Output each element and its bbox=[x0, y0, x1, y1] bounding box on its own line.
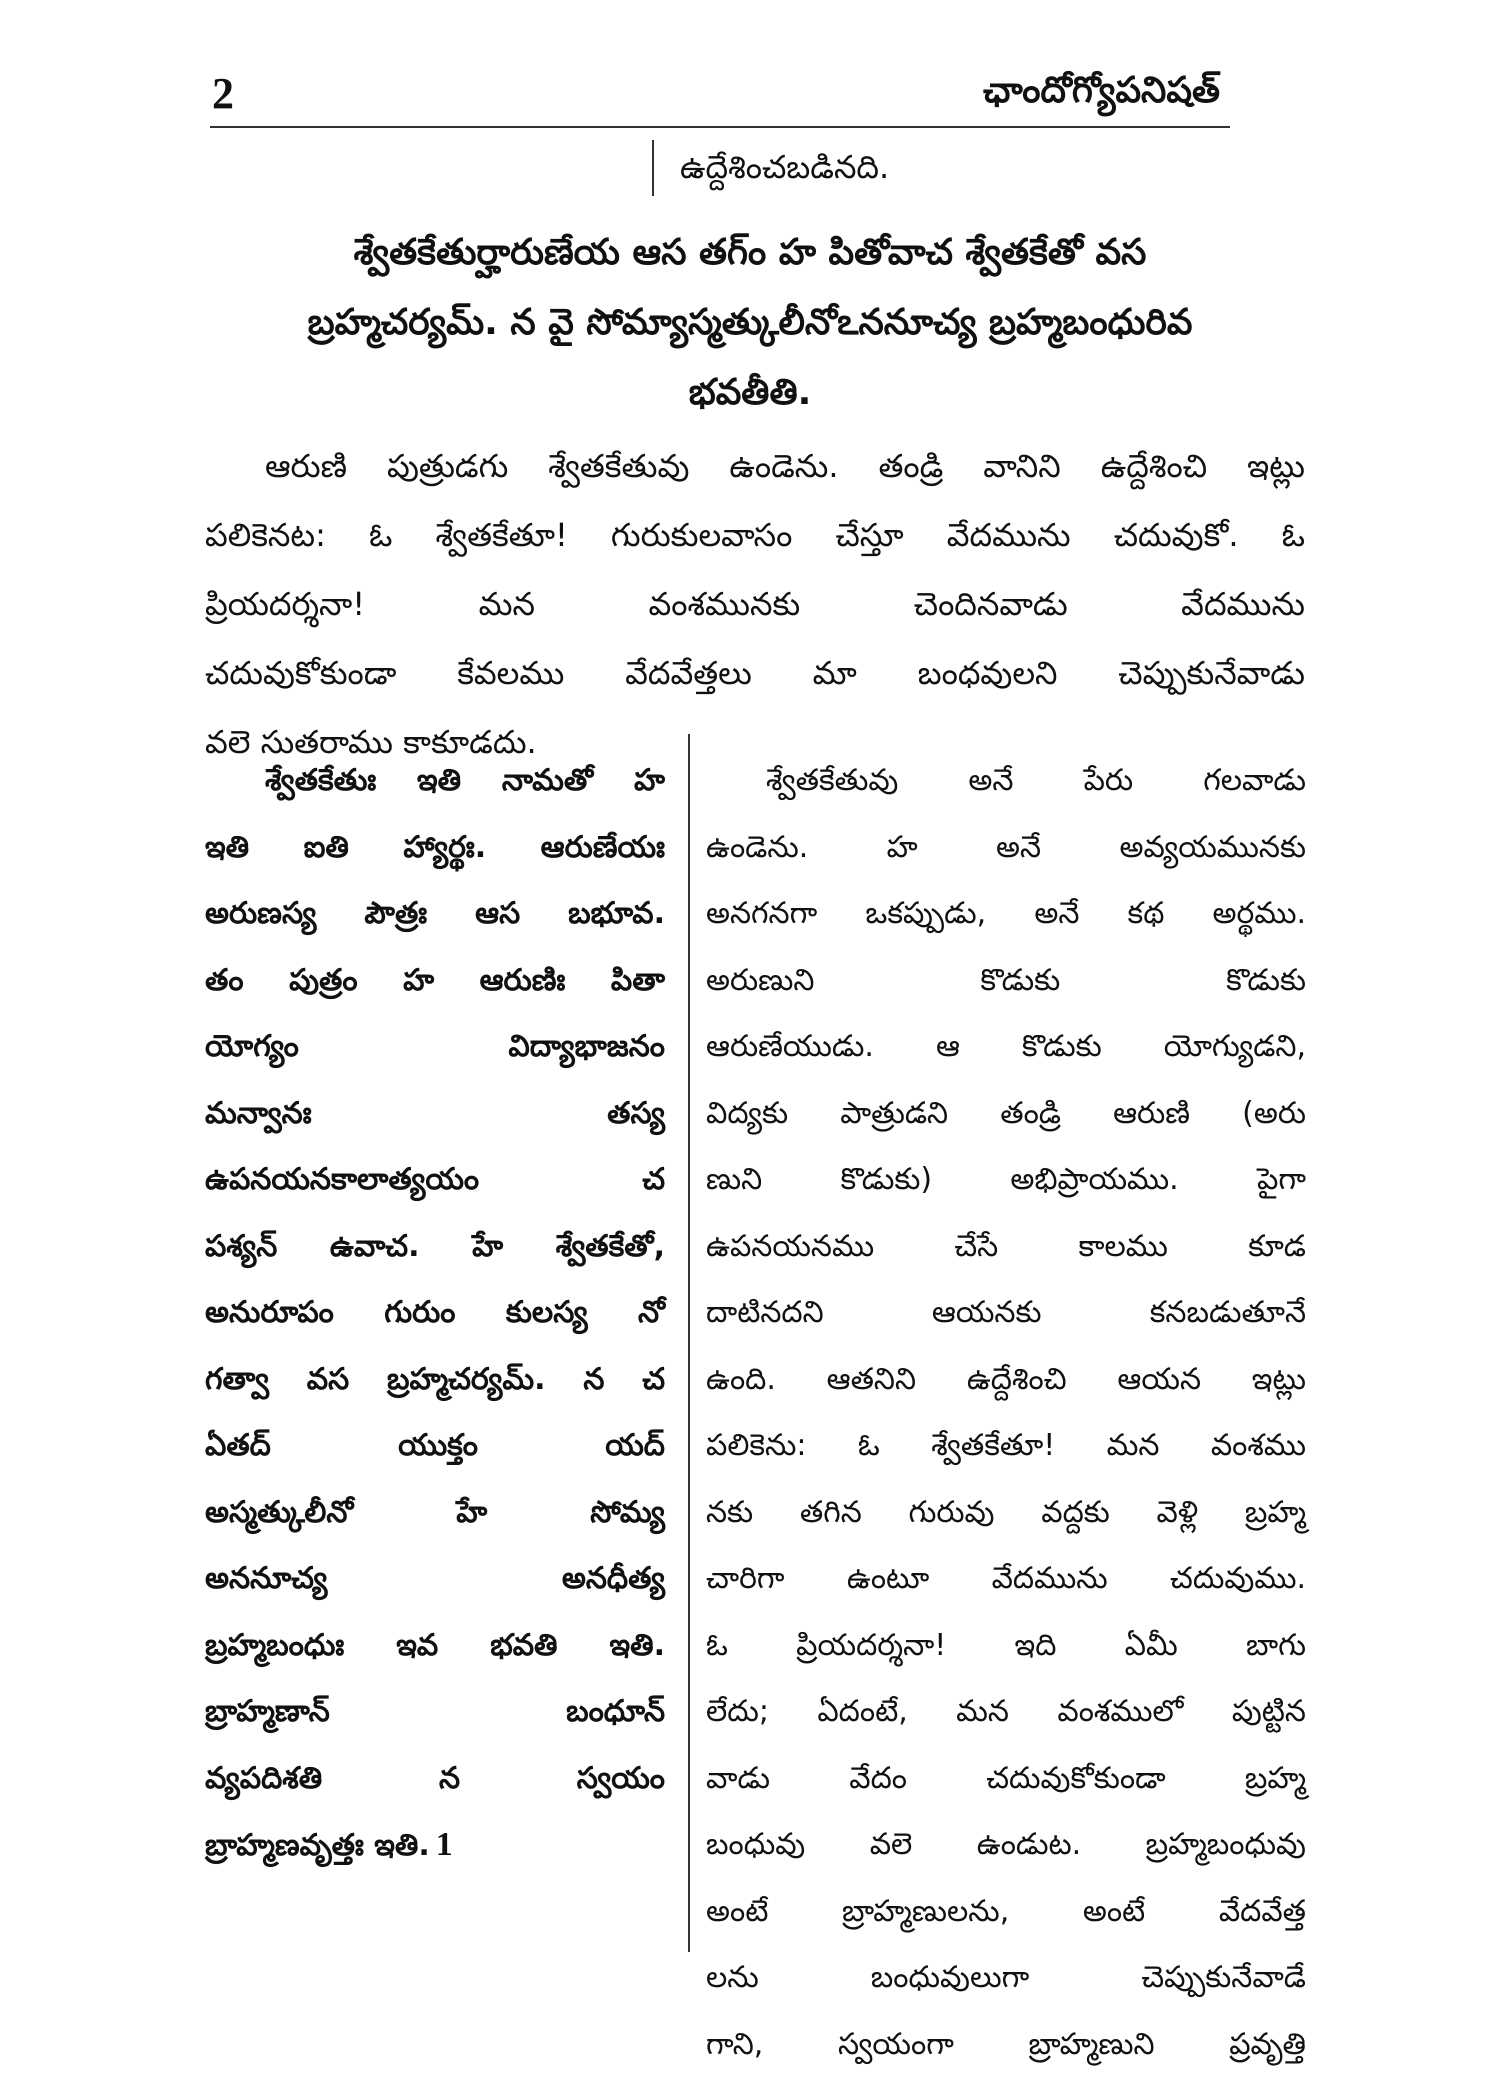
explanation-line: ఓ ప్రియదర్శనా! ఇది ఏమీ బాగు bbox=[706, 1613, 1306, 1680]
running-title: ఛాందోగ్యోపనిషత్ bbox=[983, 70, 1220, 120]
commentary-line: బ్రహ్మబంధుః ఇవ భవతి ఇతి. bbox=[205, 1613, 665, 1680]
page-number: 2 bbox=[212, 68, 234, 119]
sanskrit-verse bbox=[205, 218, 1295, 428]
commentary-line: ఉపనయనకాలాత్యయం చ bbox=[205, 1147, 665, 1214]
commentary-line: బ్రాహ్మణవృత్తః ఇతి. bbox=[205, 1828, 430, 1863]
meaning-line: చదువుకోకుండా కేవలము వేదవేత్తలు మా బంధవులని చెప్పుకునేవాడు bbox=[205, 639, 1305, 708]
explanation-line: అంటే బ్రాహ్మణులను, అంటే వేదవేత్త bbox=[706, 1879, 1306, 1946]
verse-line: బ్రహ్మచర్యమ్. న వై సోమ్యాస్మత్కులీనోఽననూచ్య బ్రహ్మబంధురివ bbox=[205, 288, 1295, 358]
commentary-line: గత్వా వస బ్రహ్మచర్యమ్. న చ bbox=[205, 1347, 665, 1414]
verse-number: 1 bbox=[436, 1826, 453, 1863]
commentary-line: అననూచ్య అనధీత్య bbox=[205, 1546, 665, 1613]
verse-line: శ్వేతకేతుర్హారుణేయ ఆస తగ్ం హ పితోవాచ శ్వేతకేతో వస bbox=[205, 218, 1295, 288]
continuation-text: ఉద్దేశించబడినది. bbox=[680, 148, 889, 194]
explanation-line: పలికెను: ఓ శ్వేతకేతూ! మన వంశము bbox=[706, 1413, 1306, 1480]
explanation-line: ఉండెను. హ అనే అవ్యయమునకు bbox=[706, 815, 1306, 882]
explanation-line: శ్వేతకేతువు అనే పేరు గలవాడు bbox=[706, 748, 1306, 815]
explanation-line: ఉపనయనము చేసే కాలము కూడ bbox=[706, 1214, 1306, 1281]
commentary-line: బ్రాహ్మణాన్ బంధూన్ bbox=[205, 1679, 665, 1746]
explanation-line: అరుణుని కొడుకు కొడుకు bbox=[706, 948, 1306, 1015]
commentary-line: ఏతద్ యుక్తం యద్ bbox=[205, 1413, 665, 1480]
continuation-bar bbox=[652, 140, 654, 196]
commentary-line: ఇతి ఐతి హ్యార్థః. ఆరుణేయః bbox=[205, 815, 665, 882]
column-divider bbox=[688, 734, 690, 1952]
meaning-line: వలె సుతరాము కాకూడదు. bbox=[205, 708, 1305, 777]
explanation-line: ణుని కొడుకు) అభిప్రాయము. పైగా bbox=[706, 1147, 1306, 1214]
commentary-line: పశ్యన్ ఉవాచ. హే శ్వేతకేతో, bbox=[205, 1214, 665, 1281]
explanation-line: లేదు; ఏదంటే, మన వంశములో పుట్టిన bbox=[706, 1679, 1306, 1746]
header-rule bbox=[210, 126, 1230, 128]
explanation-line: నకు తగిన గురువు వద్దకు వెళ్లి బ్రహ్మ bbox=[706, 1480, 1306, 1547]
explanation-line: లను బంధువులుగా చెప్పుకునేవాడే bbox=[706, 1945, 1306, 2012]
explanation-line: అనగనగా ఒకప్పుడు, అనే కథ అర్థము. bbox=[706, 881, 1306, 948]
verse-line: భవతీతి. bbox=[205, 358, 1295, 428]
meaning-line: పలికెనట: ఓ శ్వేతకేతూ! గురుకులవాసం చేస్తూ వేదమును చదువుకో. ఓ bbox=[205, 501, 1305, 570]
commentary-line: మన్వానః తస్య bbox=[205, 1081, 665, 1148]
meaning-line: ఆరుణి పుత్రుడగు శ్వేతకేతువు ఉండెను. తండ్రి వానిని ఉద్దేశించి ఇట్లు bbox=[205, 432, 1305, 501]
explanation-line: దాటినదని ఆయనకు కనబడుతూనే bbox=[706, 1280, 1306, 1347]
commentary-line: అస్మత్కులీనో హే సోమ్య bbox=[205, 1480, 665, 1547]
commentary-line: తం పుత్రం హ ఆరుణిః పితా bbox=[205, 948, 665, 1015]
explanation-line: ఉంది. ఆతనిని ఉద్దేశించి ఆయన ఇట్లు bbox=[706, 1347, 1306, 1414]
commentary-line: అనురూపం గురుం కులస్య నో bbox=[205, 1280, 665, 1347]
explanation-line: గాని, స్వయంగా బ్రాహ్మణుని ప్రవృత్తి bbox=[706, 2012, 1306, 2078]
explanation-line: చారిగా ఉంటూ వేదమును చదువుము. bbox=[706, 1546, 1306, 1613]
commentary-line: అరుణస్య పౌత్రః ఆస బభూవ. bbox=[205, 881, 665, 948]
commentary-line: యోగ్యం విద్యాభాజనం bbox=[205, 1014, 665, 1081]
telugu-explanation bbox=[706, 748, 1306, 2078]
commentary-last-line bbox=[205, 1812, 665, 1880]
verse-meaning bbox=[205, 432, 1305, 777]
explanation-line: ఆరుణేయుడు. ఆ కొడుకు యోగ్యుడని, bbox=[706, 1014, 1306, 1081]
explanation-line: వాడు వేదం చదువుకోకుండా బ్రహ్మ bbox=[706, 1746, 1306, 1813]
explanation-line: బంధువు వలె ఉండుట. బ్రహ్మబంధువు bbox=[706, 1812, 1306, 1879]
commentary-line: శ్వేతకేతుః ఇతి నామతో హ bbox=[205, 748, 665, 815]
meaning-line: ప్రియదర్శనా! మన వంశమునకు చెందినవాడు వేదమును bbox=[205, 570, 1305, 639]
sanskrit-commentary bbox=[205, 748, 665, 1880]
commentary-line: వ్యపదిశతి న స్వయం bbox=[205, 1746, 665, 1813]
explanation-line: విద్యకు పాత్రుడని తండ్రి ఆరుణి (అరు bbox=[706, 1081, 1306, 1148]
